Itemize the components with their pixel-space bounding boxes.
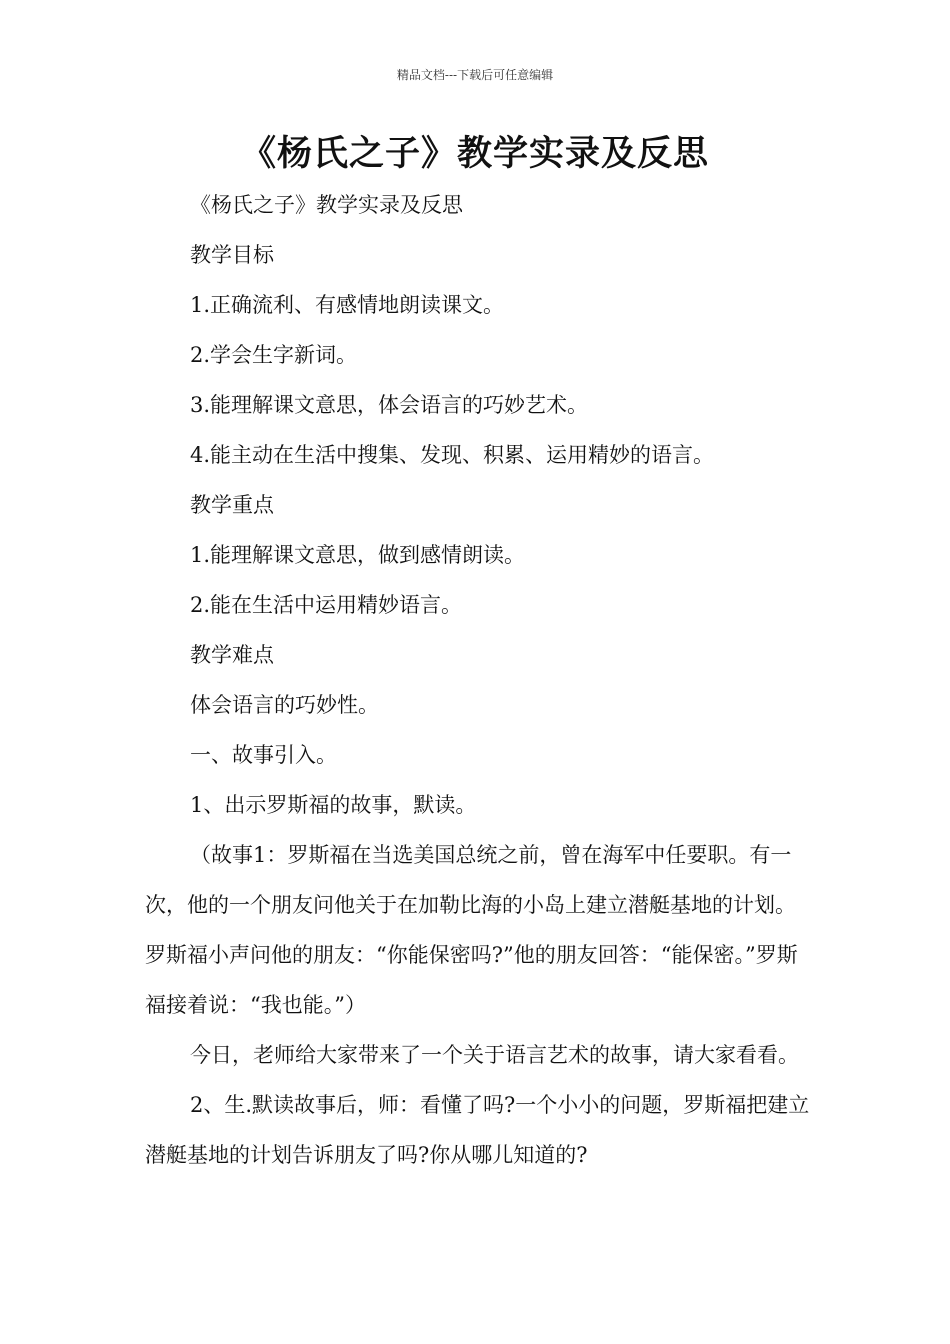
section-heading-difficulties: 教学难点	[190, 643, 274, 667]
objective-item-3: 3.能理解课文意思，体会语言的巧妙艺术。	[190, 393, 589, 417]
objective-item-2: 2.学会生字新词。	[190, 343, 358, 367]
step-2: 2、生.默读故事后，师：看懂了吗?一个小小的问题，罗斯福把建立潜艇基地的计划告诉朋友了吗?你从哪儿知道的?	[145, 1093, 810, 1167]
key-point-item-2: 2.能在生活中运用精妙语言。	[190, 593, 463, 617]
section-heading-key-points: 教学重点	[190, 493, 274, 517]
subtitle-line: 《杨氏之子》教学实录及反思	[190, 193, 463, 217]
document-body	[145, 180, 810, 1180]
difficulty-item: 体会语言的巧妙性。	[190, 693, 379, 717]
step-1: 1、出示罗斯福的故事，默读。	[190, 793, 477, 817]
objective-item-1: 1.正确流利、有感情地朗读课文。	[190, 293, 505, 317]
key-point-item-1: 1.能理解课文意思，做到感情朗读。	[190, 543, 526, 567]
section-heading-story-intro: 一、故事引入。	[190, 743, 337, 767]
teacher-intro-paragraph: 今日，老师给大家带来了一个关于语言艺术的故事，请大家看看。	[190, 1043, 799, 1067]
objective-item-4: 4.能主动在生活中搜集、发现、积累、运用精妙的语言。	[190, 443, 715, 467]
header-note: 精品文档---下载后可任意编辑	[396, 68, 554, 82]
section-heading-objectives: 教学目标	[190, 243, 274, 267]
document-title: 《杨氏之子》教学实录及反思	[240, 134, 709, 174]
story-paragraph: （故事1：罗斯福在当选美国总统之前，曾在海军中任要职。有一次，他的一个朋友问他关于在加勒比海的小岛上建立潜艇基地的计划。罗斯福小声问他的朋友：“你能保密吗?”他的朋友回答：“能保密。”罗斯福接着说：“我也能。”）	[145, 843, 798, 1017]
